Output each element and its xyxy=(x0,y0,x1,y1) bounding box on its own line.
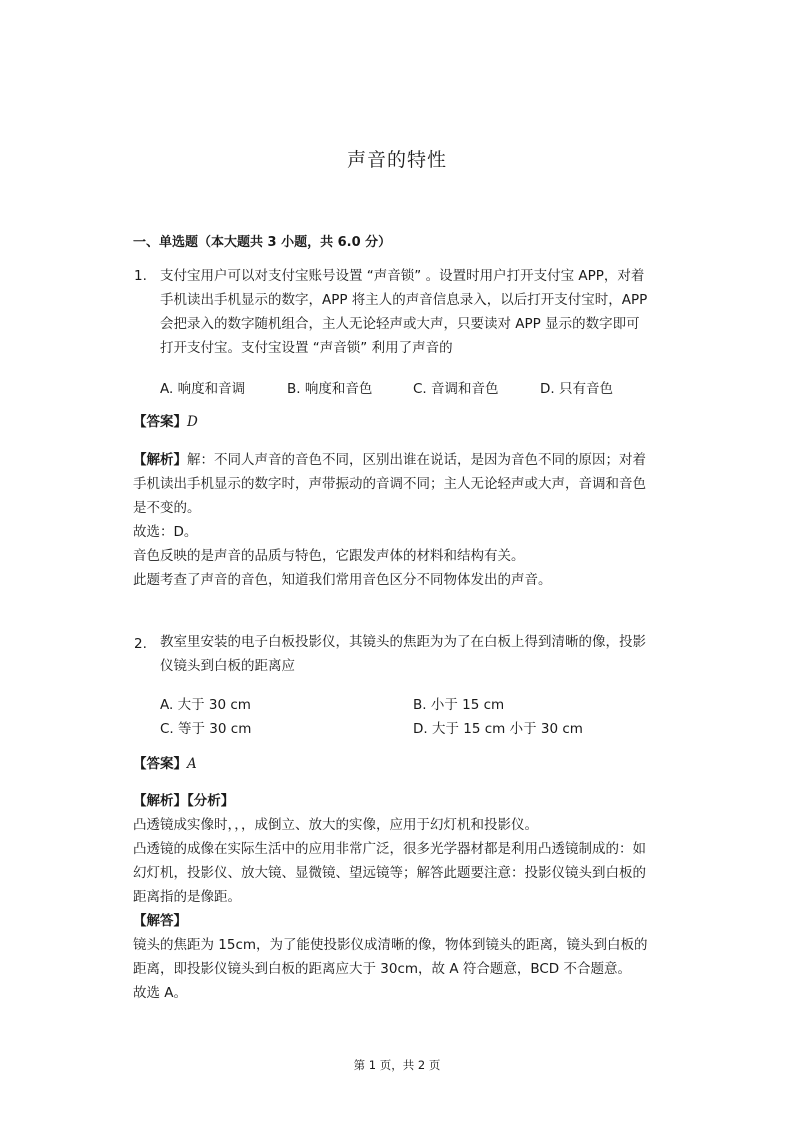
question-2-answer xyxy=(133,752,197,776)
question-2-analysis-line: 幻灯机，投影仪、放大镜、显微镜、望远镜等；解答此题要注意：投影仪镜头到白板的 xyxy=(133,865,646,881)
question-2-solution-line: 距离，即投影仪镜头到白板的距离应大于 30cm，故 A 符合题意，BCD 不合题意。 xyxy=(133,961,631,977)
answer-value: A xyxy=(187,756,197,772)
question-2-analysis-header xyxy=(133,789,234,813)
question-2-stem-line: 仪镜头到白板的距离应 xyxy=(160,658,295,674)
question-2-solution-line: 故选 A。 xyxy=(133,985,188,1001)
question-1-option-b: B. 响度和音色 xyxy=(287,381,373,397)
question-2-option-d: D. 大于 15 cm 小于 30 cm xyxy=(413,721,583,737)
question-1-analysis-line: 此题考查了声音的音色，知道我们常用音色区分不同物体发出的声音。 xyxy=(133,572,552,588)
answer-tag: 【答案】 xyxy=(133,756,187,772)
question-2-number: 2. xyxy=(134,636,147,652)
question-1-analysis-line xyxy=(133,448,646,472)
question-2-option-a: A. 大于 30 cm xyxy=(160,697,251,713)
question-1-option-d: D. 只有音色 xyxy=(540,381,613,397)
answer-value: D xyxy=(187,414,198,430)
question-2-analysis-line: 凸透镜的成像在实际生活中的应用非常广泛，很多光学器材都是利用凸透镜制成的：如 xyxy=(133,841,646,857)
question-1-option-a: A. 响度和音调 xyxy=(160,381,246,397)
question-2-option-c: C. 等于 30 cm xyxy=(160,721,252,737)
analysis-tag: 【解析】 xyxy=(133,793,187,809)
question-1-stem-line: 打开支付宝。支付宝设置 “声音锁” 利用了声音的 xyxy=(160,340,453,356)
analysis-sub-tag: 【分析】 xyxy=(187,793,235,809)
analysis-tag: 【解析】 xyxy=(133,452,187,468)
question-2-solution-tag: 【解答】 xyxy=(133,913,187,929)
page-footer: 第 1 页，共 2 页 xyxy=(353,1058,441,1072)
question-1-answer xyxy=(133,410,198,434)
question-1-stem-line: 手机读出手机显示的数字，APP 将主人的声音信息录入，以后打开支付宝时，APP xyxy=(160,292,648,308)
question-1-option-c: C. 音调和音色 xyxy=(413,381,499,397)
question-2-stem-line: 教室里安装的电子白板投影仪，其镜头的焦距为为了在白板上得到清晰的像，投影 xyxy=(160,634,646,650)
section-header: 一、单选题（本大题共 3 小题，共 6.0 分） xyxy=(133,235,392,250)
analysis-text: 解：不同人声音的音色不同，区别出谁在说话，是因为音色不同的原因；对着 xyxy=(187,452,646,468)
question-1-analysis-line: 是不变的。 xyxy=(133,500,201,516)
question-1-analysis-line: 故选：D。 xyxy=(133,524,198,540)
question-1-stem-line: 会把录入的数字随机组合，主人无论轻声或大声，只要读对 APP 显示的数字即可 xyxy=(160,316,640,332)
question-2-solution-line: 镜头的焦距为 15cm，为了能使投影仪成清晰的像，物体到镜头的距离，镜头到白板的 xyxy=(133,937,648,953)
question-1-analysis-line: 音色反映的是声音的品质与特色，它跟发声体的材料和结构有关。 xyxy=(133,548,525,564)
answer-tag: 【答案】 xyxy=(133,414,187,430)
page-title: 声音的特性 xyxy=(346,149,447,171)
question-2-option-b: B. 小于 15 cm xyxy=(413,697,505,713)
question-2-analysis-line: 凸透镜成实像时，，，成倒立、放大的实像，应用于幻灯机和投影仪。 xyxy=(133,817,538,833)
question-1-number: 1. xyxy=(134,268,147,284)
question-1-stem-line: 支付宝用户可以对支付宝账号设置 “声音锁” 。设置时用户打开支付宝 APP，对着 xyxy=(160,268,645,284)
question-2-analysis-line: 距离指的是像距。 xyxy=(133,889,241,905)
question-1-analysis-line: 手机读出手机显示的数字时，声带振动的音调不同；主人无论轻声或大声，音调和音色 xyxy=(133,476,646,492)
